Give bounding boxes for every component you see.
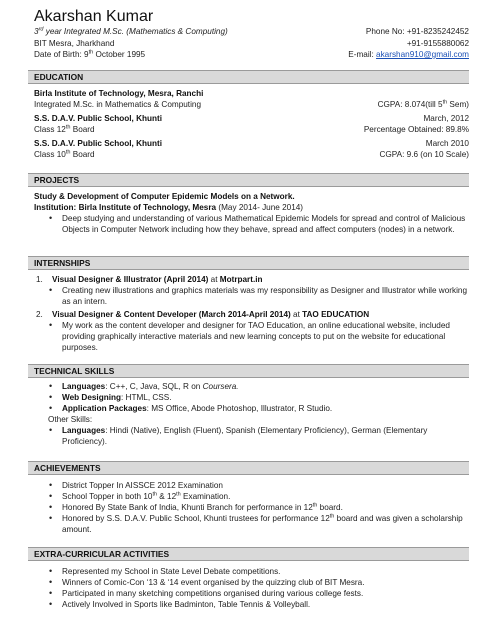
list-item: • School Topper in both 10th & 12th Examination. [34,491,469,502]
edu-detail: Class 10th Board [34,149,95,159]
list-item: • Represented my School in State Level Debate competitions. [34,566,469,577]
list-item: • Actively Involved in Sports like Badminton, Table Tennis & Volleyball. [34,599,469,610]
edu-detail: Integrated M.Sc. in Mathematics & Computing [34,100,202,109]
extracurricular-block [34,566,469,610]
list-item: • My work as the content developer and designer for TAO Education, an online educational website, included providing graphically interactive materials and new learning concepts to put on the website for educational purposes. [34,320,469,353]
phone-secondary: +91-9155880062 [406,38,469,48]
list-item: • Creating new illustrations and graphics materials was my responsibility as Designer and Illustrator while working as an intern. [34,285,469,307]
tagline: 3rd year Integrated M.Sc. (Mathematics & Computing) [34,26,228,36]
edu-school: S.S. D.A.V. Public School, Khunti [34,139,162,148]
skill-web: • Web Designing: HTML, CSS. [34,392,469,403]
edu-school: S.S. D.A.V. Public School, Khunti [34,114,162,123]
edu-date: March 2010 [425,139,469,148]
list-item: • Honored By State Bank of India, Khunti Branch for performance in 12th board. [34,502,469,513]
phone-primary: Phone No: +91-8235242452 [365,27,469,36]
other-skills-label: Other Skills: [48,415,93,424]
email-line: E-mail: akarshan910@gmail.com [348,50,469,59]
list-item: • Winners of Comic-Con ‘13 & ‘14 event organised by the quizzing club of BIT Mesra. [34,577,469,588]
internship-title: 2. Visual Designer & Content Developer (March 2014-April 2014) at TAO EDUCATION [36,310,370,319]
section-heading-extracurricular: EXTRA-CURRICULAR ACTIVITIES [28,547,469,561]
skill-spoken-languages: • Languages: Hindi (Native), English (Fluent), Spanish (Elementary Proficiency), German (Elementary Proficiency). [34,425,469,447]
edu-date: March, 2012 [423,114,469,123]
list-item: • Deep studying and understanding of various Mathematical Epidemic Models for spread and control of Malicious Objects in Computer Network including how they behave, spread and affect computers (nodes) in a network. [34,213,469,235]
edu-school: Birla Institute of Technology, Mesra, Ranchi [34,89,204,98]
candidate-name: Akarshan Kumar [34,8,154,25]
achievements-block [34,480,469,535]
project-institution: Institution: Birla Institute of Technology, Mesra (May 2014- June 2014) [34,203,304,212]
date-of-birth: Date of Birth: 9th October 1995 [34,49,146,59]
project-title: Study & Development of Computer Epidemic Models on a Network. [34,192,295,201]
section-heading-skills: TECHNICAL SKILLS [28,364,469,378]
section-heading-achievements: ACHIEVEMENTS [28,461,469,475]
skill-apps: • Application Packages: MS Office, Abode Photoshop, Illustrator, R Studio. [34,403,469,414]
section-heading-projects: PROJECTS [28,173,469,187]
location: BIT Mesra, Jharkhand [34,38,115,48]
list-item: • Participated in many sketching competitions organised during various college fests. [34,588,469,599]
internship-title: 1. Visual Designer & Illustrator (April 2014) at Motrpart.in [36,275,263,284]
education-list [34,88,469,160]
edu-detail: Class 12th Board [34,124,95,134]
list-item: • District Topper In AISSCE 2012 Examination [34,480,469,491]
section-heading-internships: INTERNSHIPS [28,256,469,270]
projects-block [34,191,469,235]
section-heading-education: EDUCATION [28,70,469,84]
email-link[interactable]: akarshan910@gmail.com [376,50,469,59]
edu-score: CGPA: 9.6 (on 10 Scale) [379,150,469,159]
skill-languages: • Languages: C++, C, Java, SQL, R on Coursera. [34,381,469,392]
resume-header [34,8,469,61]
list-item: • Honored by S.S. D.A.V. Public School, Khunti trustees for performance 12th board and was given a scholarship amount. [34,513,469,535]
edu-score: Percentage Obtained: 89.8% [363,125,469,134]
edu-score: CGPA: 8.074(till 5th Sem) [377,99,469,109]
internships-block [34,274,469,353]
skills-block [34,381,469,447]
